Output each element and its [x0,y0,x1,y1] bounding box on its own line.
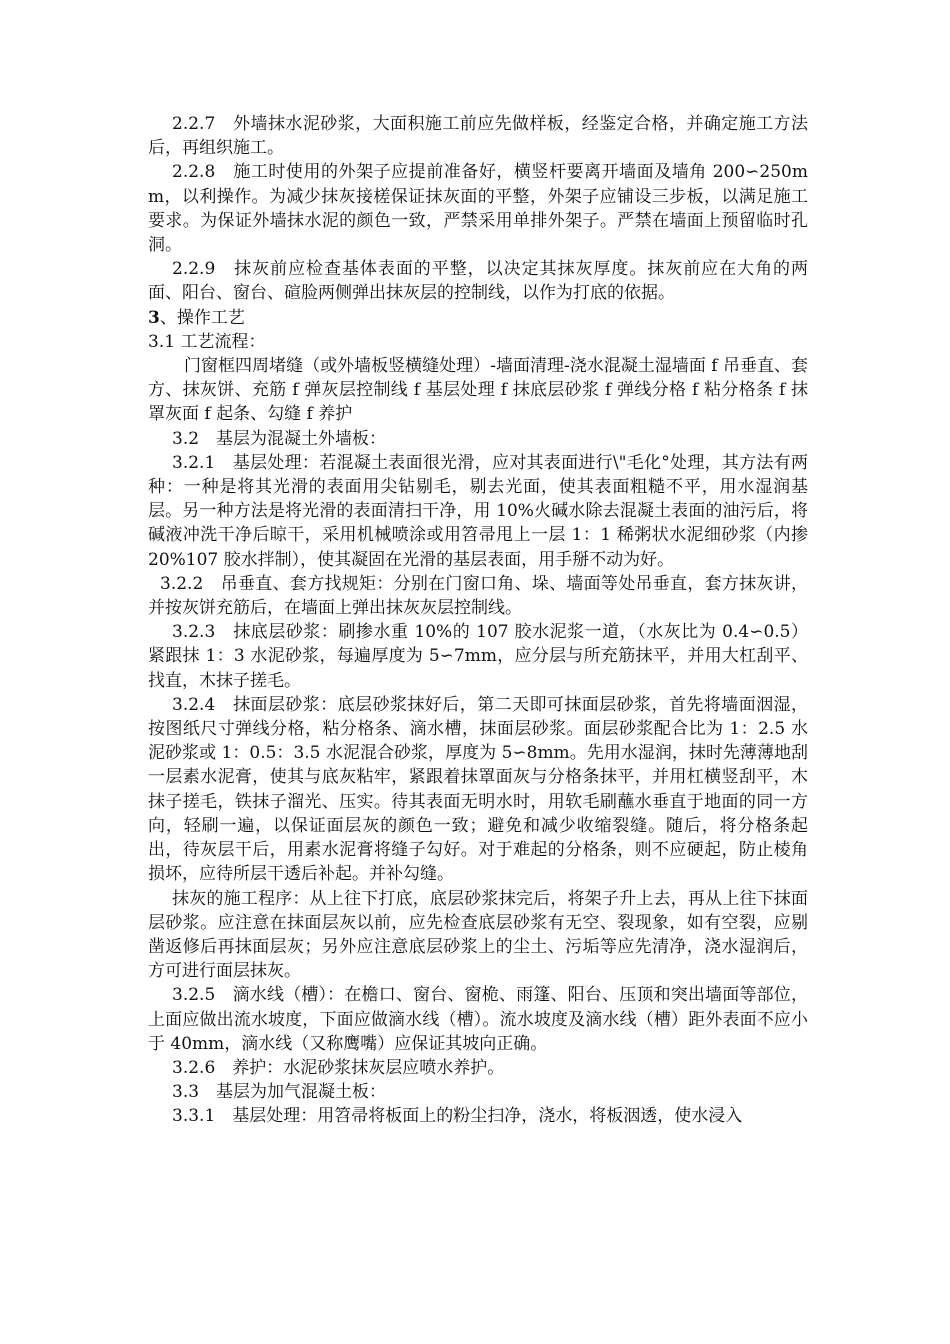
paragraph-3-3: 3.3 基层为加气混凝土板： [172,1082,387,1103]
paragraph-construction-procedure: 抹灰的施工程序：从上往下打底，底层砂浆抹完后，将架子升上去，再从上往下抹面层砂浆。应注意在抹面层灰以前，应先检查底层砂浆有无空、裂现象，如有空裂，应剔凿返修后再抹面层灰；另外应注意底层砂浆上的尘土、污垢等应先清净，浇水湿润后，方可进行面层抹灰。 [148,888,808,982]
paragraph-2-2-7: 2.2.7 外墙抹水泥砂浆，大面积施工前应先做样板，经鉴定合格，并确定施工方法后，再组织施工。 [148,114,808,159]
paragraph-3-1: 3.1 工艺流程： [148,331,266,352]
paragraph-3-2-3: 3.2.3 抹底层砂浆：刷掺水重 10%的 107 胶水泥浆一道，（水灰比为 0.4∽0.5）紧跟抹 1：3 水泥砂浆，每遍厚度为 5∽7mm，应分层与所充筋抹平，并用大杠刮平、找直，木抹子搓毛。 [148,622,808,691]
paragraph-3-3-1: 3.3.1 基层处理：用笤帚将板面上的粉尘扫净，浇水，将板洇透，使水浸入 [172,1106,743,1127]
paragraph-3-2-1: 3.2.1 基层处理：若混凝土表面很光滑，应对其表面进行\"毛化°处理，其方法有两种：一种是将其光滑的表面用尖钻剔毛，剔去光面，使其表面粗糙不平，用水湿润基层。另一种方法是将光滑的表面清扫干净，用 10%火碱水除去混凝土表面的油污后，将碱液冲洗干净后晾干，采用机械喷涂或用笤帚甩上一层 1：1 稀粥状水泥细砂浆（内掺 20%107 胶水拌制），使其凝固在光滑的基层表面，用手掰不动为好。 [148,452,808,570]
section-heading [148,306,808,330]
paragraph-3-2-2: 3.2.2 吊垂直、套方找规矩：分别在门窗口角、垛、墙面等处吊垂直，套方抹灰讲，并按灰饼充筋后，在墙面上弹出抹灰灰层控制线。 [148,573,808,619]
section-heading-number: 3 [148,307,160,328]
section-heading-text: 、操作工艺 [159,307,245,328]
paragraph-3-2-5: 3.2.5 滴水线（槽）：在檐口、窗台、窗桅、雨篷、阳台、压顶和突出墙面等部位，上面应做出流水坡度，下面应做滴水线（槽）。流水坡度及滴水线（槽）距外表面不应小于 40mm，滴水线（又称鹰嘴）应保证其坡向正确。 [148,985,808,1054]
paragraph-3-2-4: 3.2.4 抹面层砂浆：底层砂浆抹好后，第二天即可抹面层砂浆，首先将墙面洇湿，按图纸尺寸弹线分格，粘分格条、滴水槽，抹面层砂浆。面层砂浆配合比为 1：2.5 水泥砂浆或 1：0.5：3.5 水泥混合砂浆，厚度为 5∽8mm。先用水湿润，抹时先薄薄地刮一层素水泥膏，使其与底灰粘牢，紧跟着抹罩面灰与分格条抹平，并用杠横竖刮平，木抹子搓毛，铁抹子溜光、压实。待其表面无明水时，用软毛刷蘸水垂直于地面的同一方向，轻刷一遍，以保证面层灰的颜色一致；避免和减少收缩裂缝。随后，将分格条起出，待灰层干后，用素水泥膏将缝子勾好。对于难起的分格条，则不应硬起，防止棱角损坏，应待所层干透后补起。并补勾缝。 [148,694,808,885]
document-body [148,112,808,1129]
paragraph-2-2-9: 2.2.9 抹灰前应检查基体表面的平整，以决定其抹灰厚度。抹灰前应在大角的两面、阳台、窗台、碹脸两侧弹出抹灰层的控制线，以作为打底的依据。 [148,259,808,304]
paragraph-3-2: 3.2 基层为混凝土外墙板： [172,428,387,449]
paragraph-3-2-6: 3.2.6 养护：水泥砂浆抹灰层应喷水养护。 [172,1057,505,1078]
paragraph-2-2-8: 2.2.8 施工时使用的外架子应提前准备好，横竖杆要离开墙面及墙角 200∽250mm，以利操作。为减少抹灰接槎保证抹灰面的平整，外架子应铺设三步板，以满足施工要求。为保证外墙抹水泥的颜色一致，严禁采用单排外架子。严禁在墙面上预留临时孔洞。 [148,162,808,256]
paragraph-process-flow: 门窗框四周堵缝（或外墙板竖横缝处理）-墙面清理-浇水混凝土湿墙面 f 吊垂直、套方、抹灰饼、充筋 f 弹灰层控制线 f 基层处理 f 抹底层砂浆 f 弹线分格 f 粘分格条 f 抹罩灰面 f 起条、勾缝 f 养护 [148,356,808,425]
